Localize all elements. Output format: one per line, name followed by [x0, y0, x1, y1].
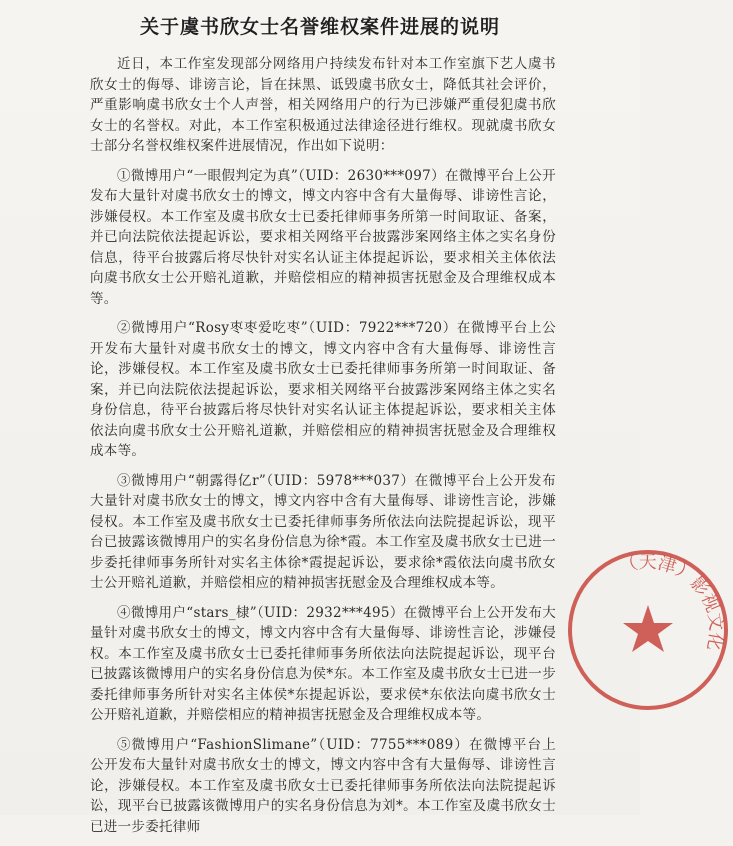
case-item-5: ⑤微博用户“FashionSlimane”（UID：7755***089）在微博平台上公开发布大量针对虞书欣女士的博文，博文内容中含有大量侮辱、诽谤性言论，涉嫌侵权。本工作室及虞书欣女士已委托律师事务所依法向法院提起诉讼，现平台已披露该微博用户的实名身份信息为刘*。本工作室及虞书欣女士已进一步委托律师 — [90, 736, 556, 835]
seal-graphic — [563, 545, 733, 715]
case-item-4: ④微博用户“stars_棣”（UID：2932***495）在微博平台上公开发布大量针对虞书欣女士的博文，博文内容中含有大量侮辱、诽谤性言论，涉嫌侵权。本工作室及虞书欣女士已委托律师事务所依法向法院提起诉讼，现平台已披露该微博用户的实名身份信息为侯*东。本工作室及虞书欣女士已进一步委托律师事务所针对实名主体侯*东提起诉讼，要求侯*东依法向虞书欣女士公开赔礼道歉，并赔偿相应的精神损害抚慰金及合理维权成本等。 — [90, 604, 556, 723]
document-title: 关于虞书欣女士名誉维权案件进展的说明 — [139, 16, 500, 38]
case-item-3: ③微博用户“朝露得亿r”（UID：5978***037）在微博平台上公开发布大量针对虞书欣女士的博文，博文内容中含有大量侮辱、诽谤性言论，涉嫌侵权。本工作室及虞书欣女士已委托律师事务所依法向法院提起诉讼，现平台已披露该微博用户的实名身份信息为徐*霞。本工作室及虞书欣女士已进一步委托律师事务所针对实名主体徐*霞提起诉讼，要求徐*霞依法向虞书欣女士公开赔礼道歉，并赔偿相应的精神损害抚慰金及合理维权成本等。 — [90, 472, 556, 591]
seal-text: （天津）影视文化 — [616, 551, 727, 653]
document-body — [90, 54, 556, 846]
case-item-1: ①微博用户“一眼假判定为真”（UID：2630***097）在微博平台上公开发布大量针对虞书欣女士的博文，博文内容中含有大量侮辱、诽谤性言论，涉嫌侵权。本工作室及虞书欣女士已委托律师事务所第一时间取证、备案，并已向法院依法提起诉讼，要求相关网络平台披露涉案网络主体之实名身份信息，待平台披露后将尽快针对实名认证主体提起诉讼，要求相关主体依法向虞书欣女士公开赔礼道歉，并赔偿相应的精神损害抚慰金及合理维权成本等。 — [90, 167, 556, 307]
intro-paragraph: 近日，本工作室发现部分网络用户持续发布针对本工作室旗下艺人虞书欣女士的侮辱、诽谤言论，旨在抹黑、诋毁虞书欣女士，降低其社会评价，严重影响虞书欣女士个人声誉，相关网络用户的行为已涉嫌严重侵犯虞书欣女士的名誉权。对此，本工作室积极通过法律途径进行维权。现就虞书欣女士部分名誉权维权案件进展情况，作出如下说明： — [90, 56, 556, 154]
seal-star-icon — [623, 605, 673, 652]
case-item-2: ②微博用户“Rosy枣枣爱吃枣”（UID：7922***720）在微博平台上公开发布大量针对虞书欣女士的博文，博文内容中含有大量侮辱、诽谤性言论，涉嫌侵权。本工作室及虞书欣女士已委托律师事务所第一时间取证、备案，并已向法院依法提起诉讼，要求相关网络平台披露涉案网络主体之实名身份信息，待平台披露后将尽快针对实名认证主体提起诉讼，要求相关主体依法向虞书欣女士公开赔礼道歉，并赔偿相应的精神损害抚慰金及合理维权成本等。 — [90, 320, 556, 459]
company-seal — [563, 545, 733, 715]
